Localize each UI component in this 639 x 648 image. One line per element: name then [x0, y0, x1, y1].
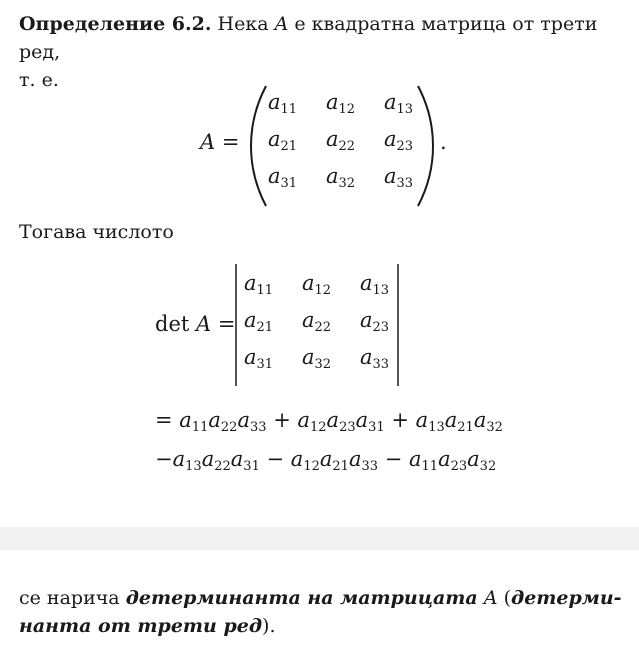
definition-heading: Определение 6.2.: [19, 13, 212, 35]
line1-term: $a_{11}a_{22}a_{33}$: [179, 408, 267, 435]
line1-sign: =: [155, 408, 180, 432]
matrix-lhs: A =: [200, 130, 240, 154]
line2-sign: −: [378, 447, 409, 471]
det-entry-12: $a_{12}$: [302, 271, 332, 298]
matrix-right-paren: [416, 84, 436, 208]
line1-term: $a_{13}a_{21}a_{32}$: [415, 408, 503, 435]
det-expansion-line2: [155, 447, 497, 474]
matrix-left-paren: [250, 84, 270, 208]
det-entry-33: $a_{33}$: [360, 345, 390, 372]
det-entry-32: $a_{32}$: [302, 345, 332, 372]
matrix-entry-21: $a_{21}$: [268, 127, 298, 154]
det-left-bar: [234, 264, 238, 386]
matrix-entry-12: $a_{12}$: [326, 90, 356, 117]
det-expansion-line1: [155, 408, 503, 435]
definition-paragraph: [19, 10, 629, 94]
matrix-entry-11: $a_{11}$: [268, 90, 298, 117]
matrix-entries: [268, 90, 434, 191]
definition-line2: т. е.: [19, 69, 59, 91]
definition-text-before: Нека: [217, 13, 269, 35]
matrix-trailing-dot: .: [440, 130, 447, 154]
matrix-entry-32: $a_{32}$: [326, 164, 356, 191]
closing-paragraph: [19, 584, 629, 640]
matrix-entry-31: $a_{31}$: [268, 164, 298, 191]
closing-symbol: A: [483, 587, 498, 609]
closing-bold-term2-part2: нанта от трети ред: [19, 615, 263, 637]
line2-term: $a_{13}a_{22}a_{31}$: [172, 447, 260, 474]
then-text: Тогава числото: [19, 221, 174, 243]
closing-bold-term: детерминанта на матрицата: [125, 587, 478, 609]
closing-close-paren: ).: [262, 615, 276, 637]
definition-text-after: е квадратна матрица от трети ред,: [19, 13, 598, 63]
det-entry-22: $a_{22}$: [302, 308, 332, 335]
closing-bold-term2-part1: детерми-: [510, 587, 622, 609]
definition-matrix-symbol: A: [274, 13, 289, 35]
matrix-entry-33: $a_{33}$: [384, 164, 414, 191]
line2-sign: −: [259, 447, 291, 471]
det-entry-31: $a_{31}$: [244, 345, 274, 372]
page-break-band: [0, 527, 639, 550]
det-right-bar: [396, 264, 400, 386]
det-entry-23: $a_{23}$: [360, 308, 390, 335]
closing-text1: се нарича: [19, 587, 120, 609]
line1-sign: +: [384, 408, 416, 432]
matrix-entry-13: $a_{13}$: [384, 90, 414, 117]
line2-term: $a_{12}a_{21}a_{33}$: [290, 447, 379, 474]
line1-sign: +: [266, 408, 298, 432]
matrix-entry-23: $a_{23}$: [384, 127, 414, 154]
closing-open-paren: (: [503, 587, 511, 609]
line2-sign: −: [155, 447, 173, 471]
det-lhs: det A =: [155, 312, 236, 336]
line1-term: $a_{12}a_{23}a_{31}$: [297, 408, 385, 435]
det-entry-21: $a_{21}$: [244, 308, 274, 335]
line2-term: $a_{11}a_{23}a_{32}$: [408, 447, 497, 474]
det-entry-11: $a_{11}$: [244, 271, 274, 298]
det-entry-13: $a_{13}$: [360, 271, 390, 298]
matrix-entry-22: $a_{22}$: [326, 127, 356, 154]
det-entries: [244, 271, 410, 372]
